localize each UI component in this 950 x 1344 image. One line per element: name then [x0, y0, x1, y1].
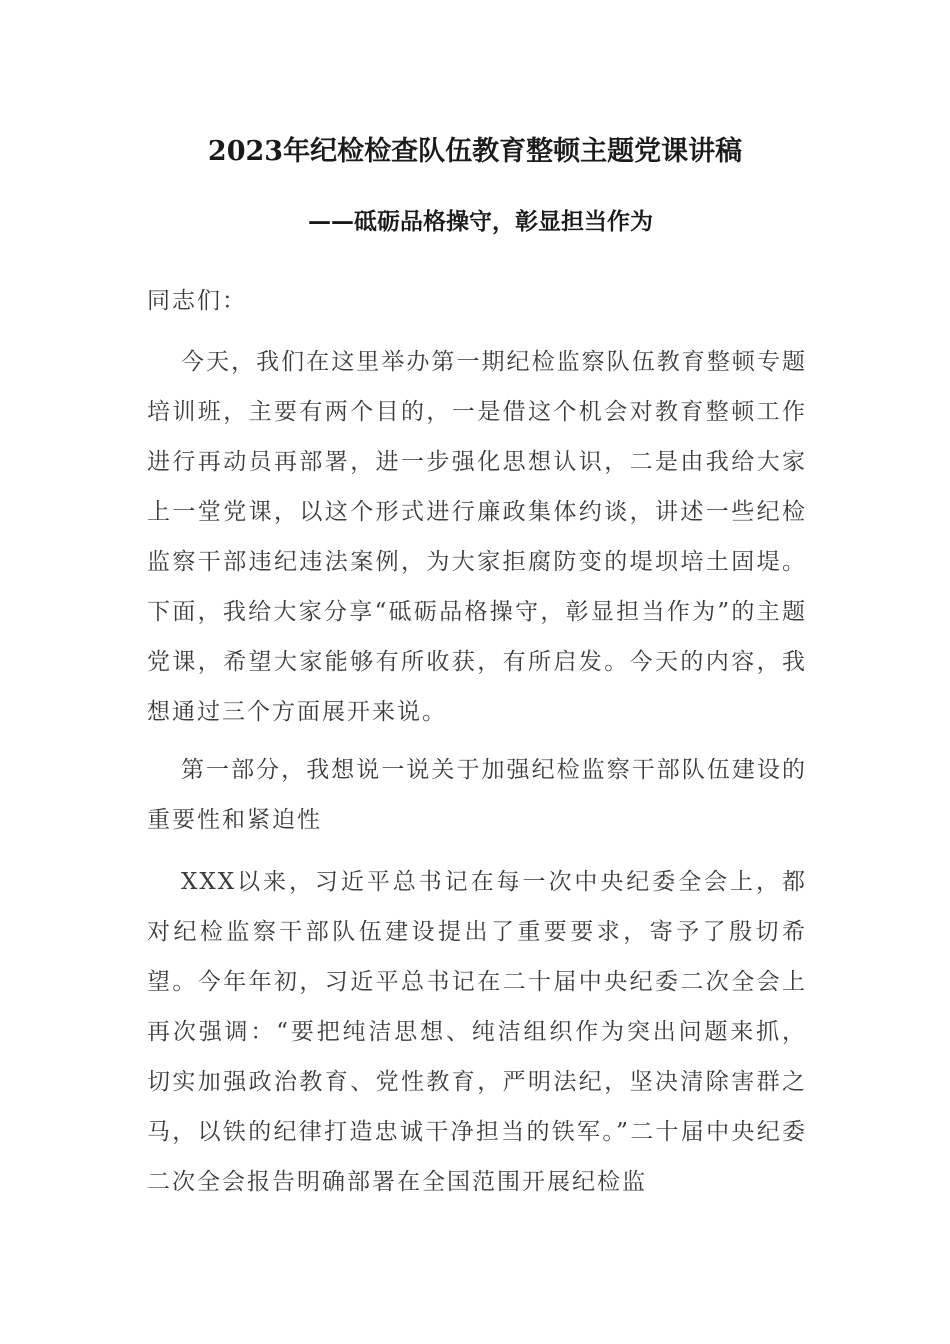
paragraph-section-heading: 第一部分，我想说一说关于加强纪检监察干部队伍建设的重要性和紧迫性: [147, 757, 807, 833]
salutation: 同志们：: [147, 288, 247, 314]
document-title: 2023年纪检检查队伍教育整顿主题党课讲稿: [207, 136, 743, 167]
paragraph-body: XXX以来，习近平总书记在每一次中央纪委全会上，都对纪检监察干部队伍建设提出了重要要求，寄予了殷切希望。今年年初，习近平总书记在二十届中央纪委二次全会上再次强调：“要把纯洁思想、纯洁组织作为突出问题来抓，切实加强政治教育、党性教育，严明法纪，坚决清除害群之马，以铁的纪律打造忠诚干净担当的铁军。”二十届中央纪委二次全会报告明确部署在全国范围开展纪检监: [147, 869, 807, 1195]
document-subtitle: ——砥砺品格操守，彰显担当作为: [308, 209, 653, 235]
paragraph-intro: 今天，我们在这里举办第一期纪检监察队伍教育整顿专题培训班，主要有两个目的，一是借这个机会对教育整顿工作进行再动员再部署，进一步强化思想认识，二是由我给大家上一堂党课，以这个形式进行廉政集体约谈，讲述一些纪检监察干部违纪违法案例，为大家拒腐防变的堤坝培土固堤。下面，我给大家分享“砥砺品格操守，彰显担当作为”的主题党课，希望大家能够有所收获，有所启发。今天的内容，我想通过三个方面展开来说。: [147, 349, 807, 725]
